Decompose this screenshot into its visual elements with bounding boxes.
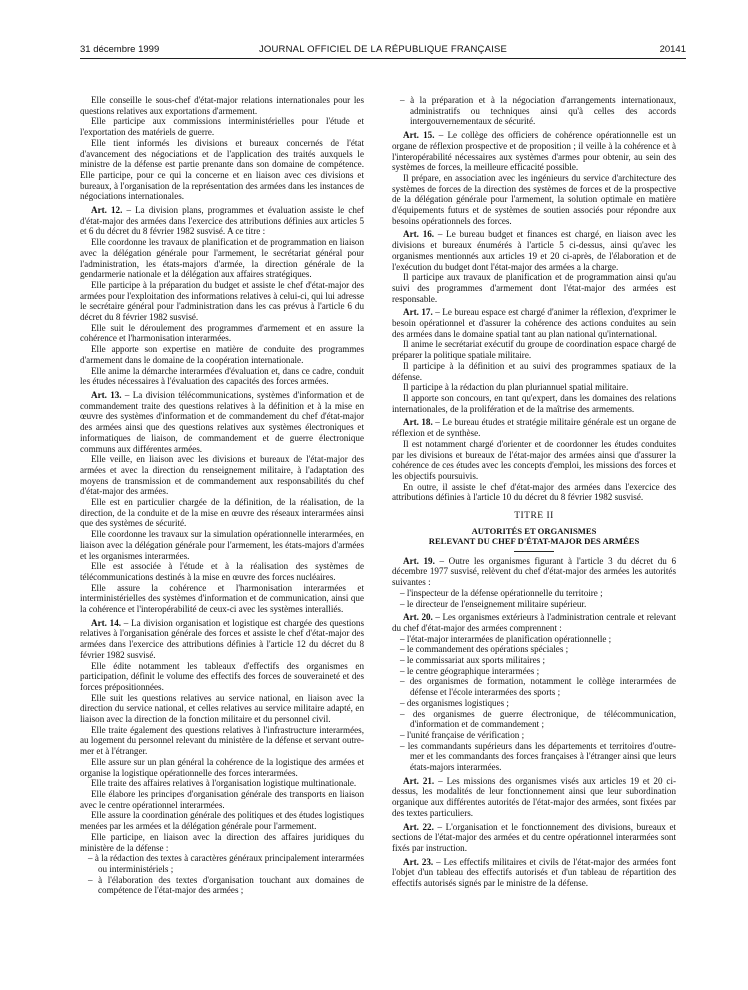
article-13 <box>80 390 364 454</box>
paragraph: Il prépare, en association avec les ingénieurs du service d'architecture des systèmes de forces de la direction des systèmes de forces et de la prospective de la délégation générale pour l'armement, la solution optimale en matière d'équipements futurs et de systèmes de soutien associés pour répondre aux besoins opérationnels des forces. <box>392 172 676 226</box>
paragraph: Il participe à la rédaction du plan pluriannuel spatial militaire. <box>403 382 629 393</box>
list-item: – à la préparation et à la négociation d'arrangements internationaux, administratifs ou techniques ainsi qu'à celles des accords intergouvernementaux de sécurité. <box>400 95 676 127</box>
paragraph: Elle est en particulier chargée de la définition, de la réalisation, de la direction, de la conduite et de la mise en œuvre des réseaux interarmées ainsi que des systèmes de sécurité. <box>80 497 364 529</box>
paragraph: Il participe aux travaux de planification et de programmation ainsi qu'au suivi des programmes d'armement dont l'état-major des armées est responsable. <box>392 272 676 304</box>
article-14 <box>80 618 364 661</box>
article-label: Art. 13. <box>91 389 122 400</box>
list-item: – le directeur de l'enseignement militaire supérieur. <box>400 598 587 609</box>
article-label: Art. 21. <box>403 775 435 786</box>
article-text: – Les organismes extérieurs à l'administration centrale et relevant du chef d'état-major des armées comprennent : <box>392 612 677 633</box>
article-label: Art. 12. <box>91 205 123 216</box>
paragraph: Elle coordonne les travaux sur la simulation opérationnelle interarmées, en liaison avec la délégation générale pour l'armement, les états-majors d'armées et les organismes interarmées. <box>80 529 364 561</box>
article-text: – La division plans, programmes et évaluation assiste le chef d'état-major des armées dans l'exercice des attributions définies aux articles 5 et 6 du décret du 8 février 1982 susvisé. A ce titre : <box>80 205 365 237</box>
article-label: Art. 20. <box>403 612 433 623</box>
article-16 <box>392 229 676 272</box>
header-date: 31 décembre 1999 <box>80 44 160 55</box>
paragraph: Elle traite des affaires relatives à l'organisation logistique multinationale. <box>91 778 357 789</box>
list-item: – des organismes logistiques ; <box>400 697 509 708</box>
header-page-number: 20141 <box>659 44 686 55</box>
paragraph: Elle veille, en liaison avec les divisions et bureaux de l'état-major des armées et avec la direction du renseignement militaire, à l'adaptation des moyens de transmission et de commandement aux responsabilités du chef d'état-major des armées. <box>80 454 364 497</box>
article-23 <box>392 857 676 889</box>
article-22 <box>392 822 676 854</box>
article-21 <box>392 776 676 819</box>
paragraph: Elle élabore les principes d'organisation générale des transports en liaison avec le centre opérationnel interarmées. <box>80 789 364 810</box>
article-text: – Le collège des officiers de cohérence opérationnelle est un organe de réflexion prospective et de proposition ; il veille à la cohérence et à l'interopérabilité nécessaires aux systèmes d'armes pour obtenir, au sein des systèmes de forces, la meilleure efficacité possible. <box>392 130 676 173</box>
list-item: – le commandement des opérations spéciales ; <box>400 644 569 655</box>
article-text: – La division organisation et logistique est chargée des questions relatives à l'organisation générale des forces et assiste le chef d'état-major des armées dans l'exercice des attributions définies à l'article 12 du décret du 8 février 1982 susvisé. <box>80 617 364 660</box>
article-label: Art. 16. <box>403 229 435 240</box>
page-header <box>80 44 686 58</box>
paragraph: Elle participe, en liaison avec la direction des affaires juridiques du ministère de la défense : <box>80 831 364 853</box>
paragraph: Elle assure la coordination générale des politiques et des études logistiques menées par les armées et la délégation générale pour l'armement. <box>80 810 364 832</box>
article-15 <box>392 130 676 173</box>
paragraph: Elle assure la cohérence et l'harmonisation interarmées et interministérielles des systèmes d'information et de communication, ainsi que la cohérence et l'interopérabilité de ceux-ci avec les systèmes interalliés. <box>80 582 364 615</box>
paragraph: Elle traite également des questions relatives à l'infrastructure interarmées, au logement du personnel relevant du ministère de la défense et servant outre-mer et à l'étranger. <box>80 724 364 757</box>
article-text: – Les effectifs militaires et civils de l'état-major des armées font l'objet d'un tableau des effectifs autorisés et d'un tableau de répartition des effectifs autorisés signés par le ministre de la défense. <box>392 856 677 889</box>
header-journal-title: JOURNAL OFFICIEL DE LA RÉPUBLIQUE FRANÇAISE <box>258 44 508 55</box>
paragraph: Elle tient informés les divisions et bureaux concernés de l'état d'avancement des négociations et de l'application des traités auxquels le ministre de la défense est partie prenante dans son domaine de compétence. Elle participe, pour ce qui la concerne et en liaison avec ces divisions et bureaux, à l'organisation de la représentation des armées dans les instances de négociations internationales. <box>80 137 364 202</box>
list-item: – des organismes de formation, notamment le collège interarmées de défense et l'école interarmées des sports ; <box>400 676 676 698</box>
article-text: – Le bureau études et stratégie militaire générale est un organe de réflexion et de synthèse. <box>392 417 677 439</box>
article-17 <box>392 307 676 339</box>
article-text: – La division télécommunications, systèmes d'information et de commandement traite des questions relatives à la définition et à la mise en œuvre des systèmes d'information et de commandement du chef d'état-major des armées ainsi que des questions relatives aux systèmes électroniques et informatiques de liaison, de commandement et de guerre électronique communs aux différentes armées. <box>80 389 364 454</box>
article-label: Art. 15. <box>403 130 435 141</box>
paragraph: Elle participe aux commissions interministérielles pour l'étude et l'exportation des matériels de guerre. <box>80 116 364 138</box>
paragraph: Elle coordonne les travaux de planification et de programmation en liaison avec la délégation générale pour l'armement, le secrétariat général pour l'administration, les états-majors d'armée, la direction générale de la gendarmerie nationale et la délégation aux affaires stratégiques. <box>80 237 364 280</box>
article-text: – Outre les organismes figurant à l'article 3 du décret du 6 décembre 1977 susvisé, relèvent du chef d'état-major des armées les autorités suivantes : <box>392 555 677 588</box>
list-item: – le commissariat aux sports militaires ; <box>400 655 545 666</box>
article-20 <box>392 612 676 633</box>
paragraph: Il est notamment chargé d'orienter et de coordonner les études conduites par les divisions et bureaux de l'état-major des armées ainsi que d'assurer la cohérence de ces études avec les concepts d'emploi, les missions des forces et les objectifs poursuivis. <box>392 438 676 481</box>
title-subheading: AUTORITÉS ET ORGANISMES <box>471 525 597 536</box>
list-item: – des organismes de guerre électronique, de télécommunication, d'information et de commandement ; <box>400 708 676 730</box>
title-underline <box>514 551 554 552</box>
header-rule <box>80 58 686 59</box>
article-label: Art. 19. <box>403 555 435 566</box>
paragraph: Il participe à la définition et au suivi des programmes spatiaux de la défense. <box>392 360 676 382</box>
paragraph: Elle assure sur un plan général la cohérence de la logistique des armées et organise la logistique opérationnelle des forces interarmées. <box>80 756 364 778</box>
paragraph: Elle suit les questions relatives au service national, en liaison avec la direction du service national, et celles relatives au service militaire adapté, en liaison avec la direction de la fonction militaire et du personnel civil. <box>80 692 364 725</box>
list-item: – à la rédaction des textes à caractères généraux principalement interarmées ou interministériels ; <box>88 853 364 874</box>
article-text: – Les missions des organismes visés aux articles 19 et 20 ci-dessus, les modalités de leur fonctionnement ainsi que leur subordination organique aux différentes autorités de l'état-major des armées, sont fixées par des textes particuliers. <box>392 775 677 818</box>
paragraph: Il apporte son concours, en tant qu'expert, dans les domaines des relations internationales, de la prolifération et de la maîtrise des armements. <box>392 392 676 414</box>
article-19 <box>392 556 676 588</box>
article-text: – Le bureau budget et finances est chargé, en liaison avec les divisions et bureaux énumérés à l'article 5 ci-dessus, ainsi qu'avec les organismes mentionnés aux articles 19 et 20 ci-après, de l'élaboration et de l'exécution du budget dont l'état-major des armées a la charge. <box>392 229 676 272</box>
article-text: – L'organisation et le fonctionnement des divisions, bureaux et sections de l'état-major des armées et du centre opérationnel interarmées sont fixés par instruction. <box>392 821 677 853</box>
list-item: – le centre géographique interarmées ; <box>400 665 540 676</box>
paragraph: Elle apporte son expertise en matière de conduite des programmes d'armement dans le domaine de la coopération internationale. <box>80 344 364 365</box>
list-item: – les commandants supérieurs dans les départements et territoires d'outre-mer et les commandants des forces françaises à l'étranger ainsi que leurs états-majors interarmées. <box>400 740 676 773</box>
list-item: – l'unité française de vérification ; <box>400 729 525 740</box>
list-item: – l'état-major interarmées de planification opérationnelle ; <box>400 633 612 644</box>
list-item: – l'inspecteur de la défense opérationnelle du territoire ; <box>400 587 603 598</box>
list-item: – à l'élaboration des textes d'organisation touchant aux domaines de compétence de l'état-major des armées ; <box>88 874 364 896</box>
paragraph: En outre, il assiste le chef d'état-major des armées dans l'exercice des attributions définies à l'article 10 du décret du 8 février 1982 susvisé. <box>392 481 676 503</box>
title-subheading: RELEVANT DU CHEF D'ÉTAT-MAJOR DES ARMÉES <box>428 536 640 547</box>
article-label: Art. 18. <box>403 417 433 428</box>
right-column <box>392 95 676 889</box>
article-label: Art. 17. <box>403 307 433 318</box>
article-label: Art. 14. <box>91 617 122 628</box>
article-18 <box>392 417 676 438</box>
article-label: Art. 22. <box>403 821 434 832</box>
article-text: – Le bureau espace est chargé d'animer la réflexion, d'exprimer le besoin opérationnel et d'assurer la cohérence des actions conduites au sein des armées dans le domaine spatial tant au plan national qu'international. <box>392 307 677 339</box>
paragraph: Elle édite notamment les tableaux d'effectifs des organismes en participation, définit le volume des effectifs des forces de souveraineté et des forces prépositionnées. <box>80 660 364 692</box>
paragraph: Il anime le secrétariat exécutif du groupe de coordination espace chargé de préparer la politique spatiale militaire. <box>392 339 676 361</box>
paragraph: Elle est associée à l'étude et à la réalisation des systèmes de télécommunications destinés à la mise en œuvre des forces nucléaires. <box>80 561 364 582</box>
paragraph: Elle suit le déroulement des programmes d'armement et en assure la cohérence et l'harmonisation interarmées. <box>80 322 364 344</box>
left-column <box>80 95 364 896</box>
paragraph: Elle participe à la préparation du budget et assiste le chef d'état-major des armées pour l'exploitation des informations relatives à celui-ci, qui lui adresse le secrétaire général pour l'administration dans les cas prévus à l'article 6 du décret du 8 février 1982 susvisé. <box>80 279 364 323</box>
article-12 <box>80 205 364 237</box>
paragraph: Elle conseille le sous-chef d'état-major relations internationales pour les questions relatives aux exportations d'armement. <box>80 95 364 116</box>
title-heading: TITRE II <box>514 511 554 522</box>
article-label: Art. 23. <box>403 856 434 867</box>
paragraph: Elle anime la démarche interarmées d'évaluation et, dans ce cadre, conduit les études nécessaires à l'évaluation des capacités des forces armées. <box>80 365 364 387</box>
